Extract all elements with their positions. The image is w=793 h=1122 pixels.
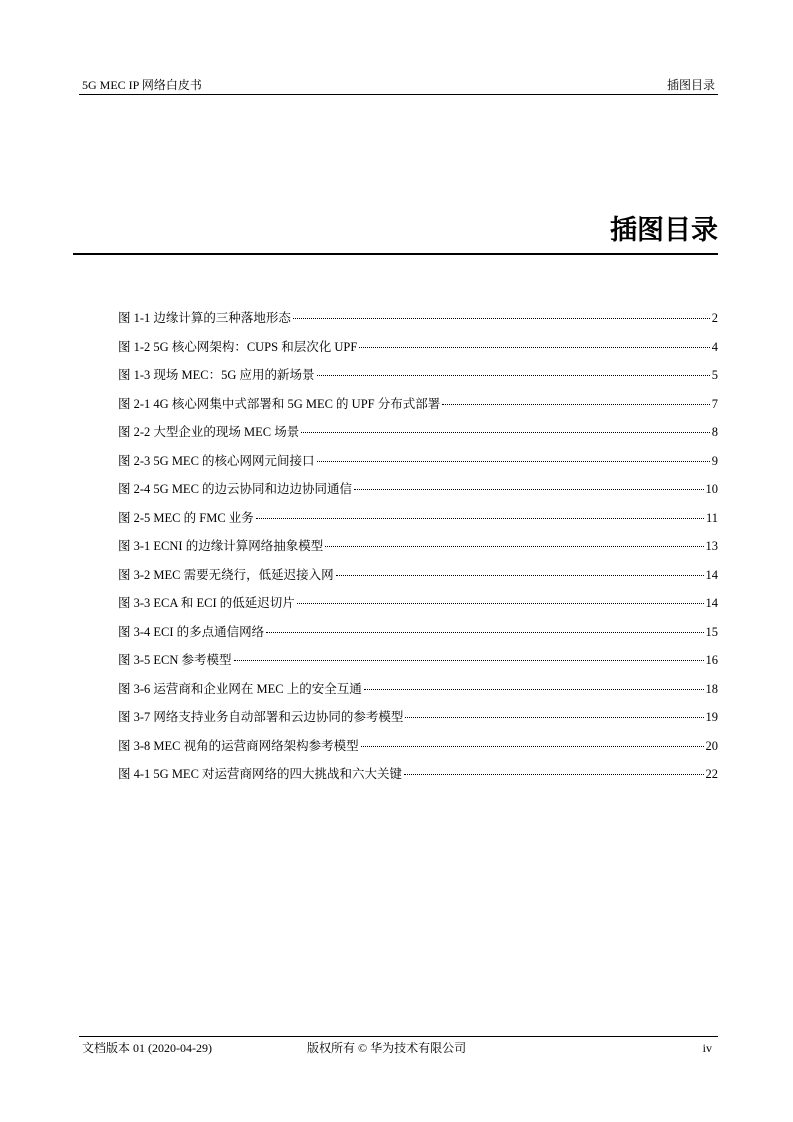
toc-leader-dots	[405, 717, 703, 718]
toc-leader-dots	[266, 632, 703, 633]
toc-entry[interactable]	[118, 481, 718, 510]
toc-entry-label: 图 3-1 ECNI 的边缘计算网络抽象模型	[118, 539, 324, 553]
toc-entry-label: 图 1-2 5G 核心网架构：CUPS 和层次化 UPF	[118, 339, 358, 354]
toc-leader-dots	[364, 689, 704, 690]
toc-entry-page: 16	[705, 653, 718, 667]
header-doc-title: 5G MEC IP 网络白皮书	[82, 78, 202, 92]
toc-entry-page: 10	[705, 482, 718, 496]
toc-entry[interactable]	[118, 624, 718, 653]
toc-leader-dots	[317, 375, 710, 376]
toc-entry-page: 13	[705, 539, 718, 553]
toc-entry[interactable]	[118, 396, 718, 425]
toc-entry-label: 图 2-5 MEC 的 FMC 业务	[118, 510, 254, 525]
toc-entry[interactable]	[118, 567, 718, 596]
toc-entry-page: 20	[705, 738, 718, 753]
toc-entry[interactable]	[118, 310, 718, 339]
page-title: 插图目录	[610, 215, 718, 246]
toc-entry-label: 图 1-1 边缘计算的三种落地形态	[118, 311, 291, 325]
toc-entry-page: 15	[705, 624, 718, 639]
toc-entry[interactable]	[118, 709, 718, 738]
footer-page-number: iv	[702, 1041, 712, 1055]
toc-entry[interactable]	[118, 339, 718, 368]
toc-entry[interactable]	[118, 595, 718, 624]
toc-entry-page: 18	[705, 681, 718, 696]
figure-list	[118, 310, 718, 795]
footer-copyright: 版权所有 © 华为技术有限公司	[307, 1041, 467, 1055]
toc-entry-label: 图 3-8 MEC 视角的运营商网络架构参考模型	[118, 738, 359, 753]
toc-entry-page: 7	[711, 396, 718, 411]
toc-leader-dots	[404, 774, 703, 775]
toc-entry-page: 14	[705, 596, 718, 610]
toc-leader-dots	[317, 461, 710, 462]
toc-leader-dots	[354, 489, 703, 490]
toc-entry-label: 图 3-7 网络支持业务自动部署和云边协同的参考模型	[118, 710, 404, 724]
toc-leader-dots	[336, 575, 704, 576]
toc-entry-page: 19	[705, 710, 718, 724]
toc-entry-page: 4	[711, 339, 718, 354]
toc-entry-label: 图 2-1 4G 核心网集中式部署和 5G MEC 的 UPF 分布式部署	[118, 396, 441, 411]
page-header	[79, 78, 718, 95]
toc-entry-page: 2	[711, 311, 718, 325]
toc-entry[interactable]	[118, 538, 718, 567]
toc-entry-label: 图 3-5 ECN 参考模型	[118, 653, 232, 667]
toc-entry[interactable]	[118, 652, 718, 681]
toc-entry-label: 图 1-3 现场 MEC：5G 应用的新场景	[118, 368, 315, 382]
toc-entry-label: 图 2-4 5G MEC 的边云协同和边边协同通信	[118, 482, 353, 496]
toc-entry-page: 9	[711, 453, 718, 468]
toc-entry-page: 8	[711, 425, 718, 439]
toc-entry[interactable]	[118, 766, 718, 795]
toc-entry-page: 5	[711, 368, 718, 382]
toc-entry[interactable]	[118, 453, 718, 482]
footer-doc-version: 文档版本 01 (2020-04-29)	[82, 1041, 212, 1055]
toc-leader-dots	[325, 546, 703, 547]
header-section-title: 插图目录	[666, 78, 715, 92]
toc-entry-label: 图 4-1 5G MEC 对运营商网络的四大挑战和六大关键	[118, 767, 403, 781]
toc-leader-dots	[297, 603, 704, 604]
toc-entry-label: 图 3-2 MEC 需要无绕行，低延迟接入网	[118, 567, 334, 582]
page-footer	[79, 1036, 718, 1055]
toc-entry-page: 11	[705, 510, 718, 525]
toc-leader-dots	[442, 404, 710, 405]
toc-entry-label: 图 3-3 ECA 和 ECI 的低延迟切片	[118, 596, 295, 610]
toc-entry[interactable]	[118, 367, 718, 396]
toc-entry-label: 图 2-2 大型企业的现场 MEC 场景	[118, 425, 300, 439]
toc-leader-dots	[234, 660, 704, 661]
toc-entry[interactable]	[118, 738, 718, 767]
toc-leader-dots	[301, 432, 709, 433]
toc-entry[interactable]	[118, 510, 718, 539]
toc-entry[interactable]	[118, 424, 718, 453]
toc-leader-dots	[256, 518, 704, 519]
toc-entry-page: 22	[705, 767, 718, 781]
title-divider	[73, 253, 718, 255]
toc-leader-dots	[359, 347, 709, 348]
toc-entry[interactable]	[118, 681, 718, 710]
toc-leader-dots	[361, 746, 704, 747]
toc-entry-label: 图 2-3 5G MEC 的核心网网元间接口	[118, 453, 315, 468]
toc-leader-dots	[293, 318, 710, 319]
toc-entry-label: 图 3-4 ECI 的多点通信网络	[118, 624, 265, 639]
toc-entry-label: 图 3-6 运营商和企业网在 MEC 上的安全互通	[118, 681, 362, 696]
toc-entry-page: 14	[705, 567, 718, 582]
